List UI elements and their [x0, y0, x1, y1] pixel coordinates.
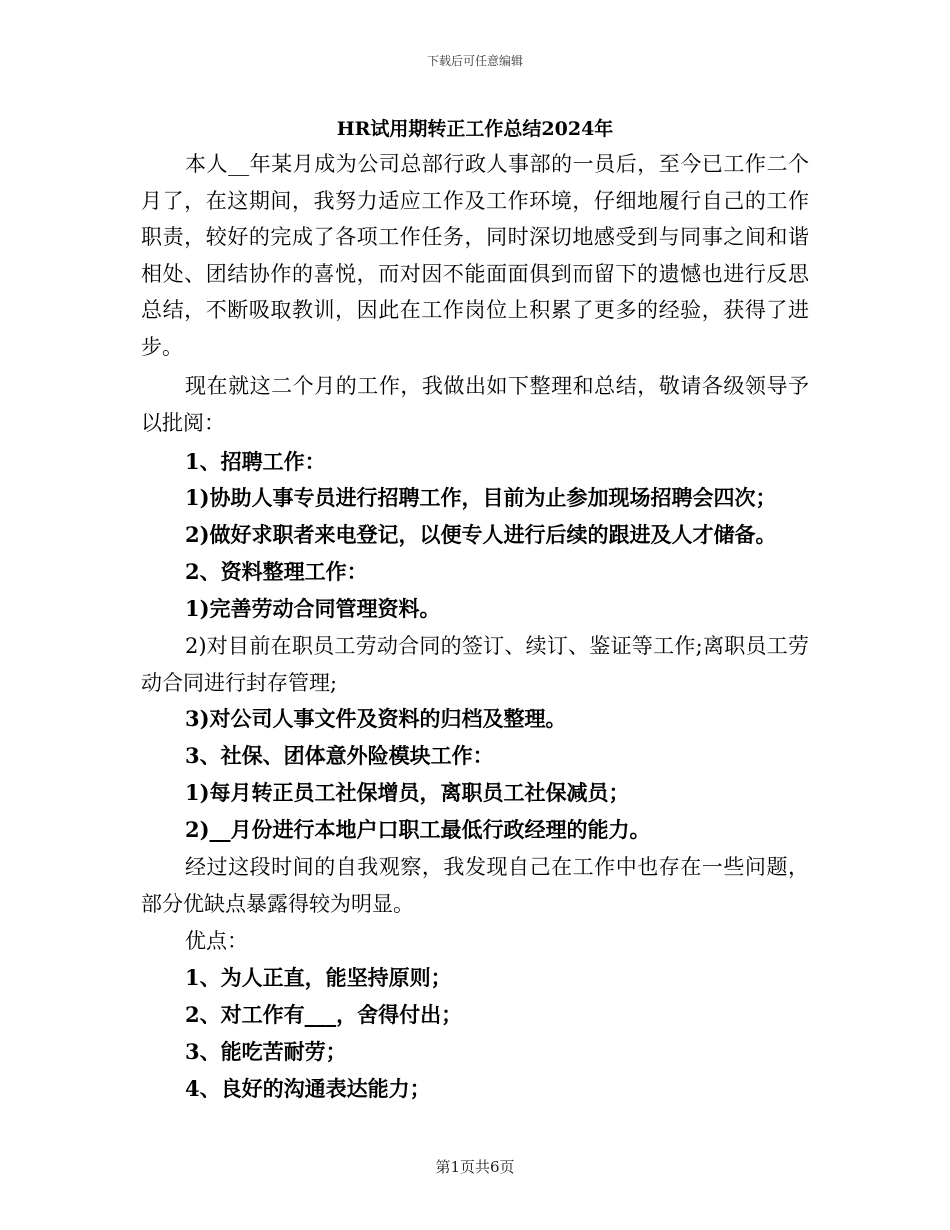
merit-item-3: 3、能吃苦耐劳；	[185, 1039, 347, 1064]
merit-item-4: 4、良好的沟通表达能力；	[185, 1076, 431, 1101]
documents-item-1: 1)完善劳动合同管理资料。	[185, 596, 441, 621]
merit-item-1: 1、为人正直，能坚持原则；	[185, 965, 452, 990]
intro-paragraph: 本人__年某月成为公司总部行政人事部的一员后，至今已工作二个月了，在这期间，我努力适应工作及工作环境，仔细地履行自己的工作职责，较好的完成了各项工作任务，同时深切地感受到与同事之间和谐相处、团结协作的喜悦，而对因不能面面俱到而留下的遗憾也进行反思总结，不断吸取教训，因此在工作岗位上积累了更多的经验，获得了进步。	[141, 152, 809, 359]
header-note: 下载后可任意编辑	[426, 54, 523, 68]
recruiting-item-1: 1)协助人事专员进行招聘工作，目前为止参加现场招聘会四次；	[185, 485, 777, 510]
page-footer: 第1页共6页	[435, 1158, 515, 1176]
insurance-item-1: 1)每月转正员工社保增员，离职员工社保减员；	[185, 780, 630, 805]
merits-heading: 优点：	[185, 929, 248, 953]
recruiting-item-2: 2)做好求职者来电登记，以便专人进行后续的跟进及人才储备。	[185, 522, 777, 547]
section-recruiting-heading: 1、招聘工作：	[185, 449, 326, 474]
documents-item-2: 2)对目前在职员工劳动合同的签订、续订、鉴证等工作;离职员工劳动合同进行封存管理;	[141, 634, 809, 695]
merit-item-2: 2、对工作有___，舍得付出；	[185, 1002, 463, 1027]
summary-intro-paragraph: 现在就这二个月的工作，我做出如下整理和总结，敬请各级领导予以批阅：	[141, 374, 809, 435]
insurance-item-2: 2)__月份进行本地户口职工最低行政经理的能力。	[185, 817, 651, 842]
document-title: HR试用期转正工作总结2024年	[336, 118, 614, 140]
section-insurance-heading: 3、社保、团体意外险模块工作：	[185, 743, 494, 768]
section-documents-heading: 2、资料整理工作：	[185, 559, 368, 584]
documents-item-3: 3)对公司人事文件及资料的归档及整理。	[185, 706, 567, 731]
self-observation-paragraph: 经过这段时间的自我观察，我发现自己在工作中也存在一些问题，部分优缺点暴露得较为明显。	[141, 855, 809, 916]
